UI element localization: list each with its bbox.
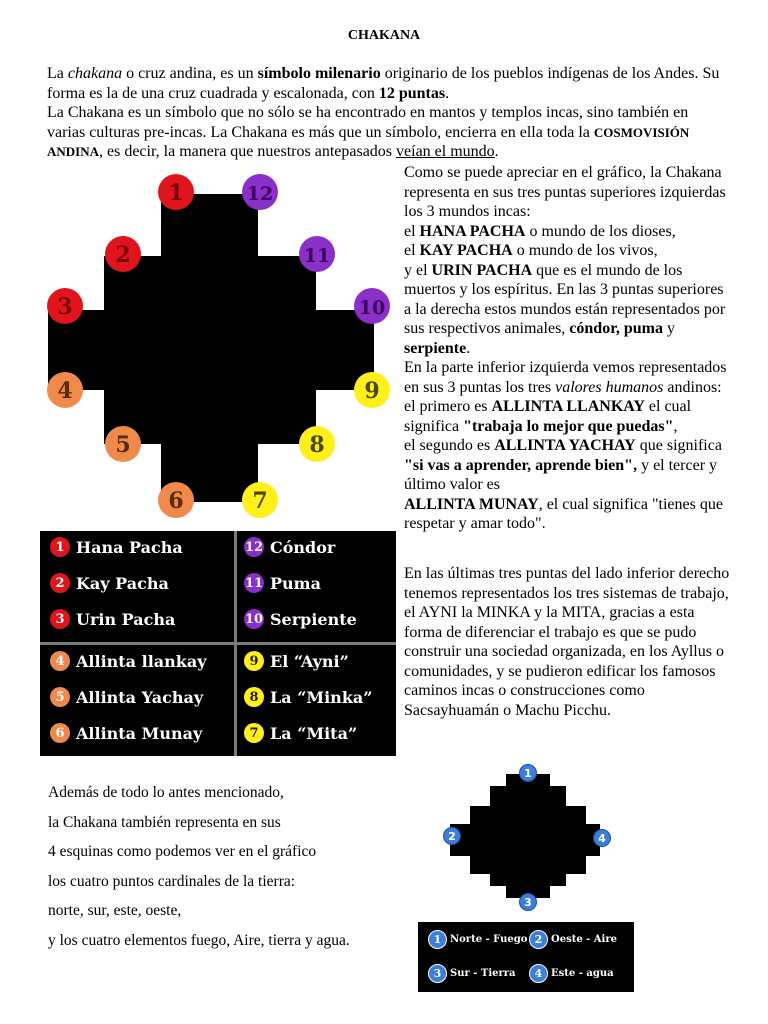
chakana-point-label: 5 — [115, 432, 131, 458]
chakana-point-label: 11 — [303, 245, 331, 267]
legend-number: 4 — [50, 651, 70, 671]
cardinal-point-label: 3 — [524, 896, 532, 909]
chakana-diagram — [38, 166, 400, 528]
chakana-point-label: 6 — [168, 488, 184, 514]
legend-number: 2 — [50, 573, 70, 593]
legend-number: 5 — [50, 687, 70, 707]
legend-number: 3 — [50, 609, 70, 629]
legend-item — [244, 723, 357, 743]
right-column-text-2: En las últimas tres puntas del lado inferior derecho tenemos representados los tres sistemas de trabajo, el AYNI la MINKA y la MITA, gracias a esta forma de diferenciar el trabajo es que se pudo construir una sociedad organizada, en los Ayllus o comunidades, y se pudieron edificar los famosos caminos incas o construcciones como Sacsayhuamán o Machu Picchu. — [404, 565, 730, 719]
text-line: los cuatro puntos cardinales de la tierra: — [48, 872, 296, 890]
legend-item — [50, 537, 183, 557]
text-line: Además de todo lo antes mencionado, — [48, 784, 284, 801]
chakana-point-label: 1 — [168, 180, 184, 206]
chakana-point-label: 2 — [115, 242, 131, 268]
chakana-point-label: 3 — [57, 294, 73, 320]
legend-item — [244, 687, 372, 707]
legend-number: 7 — [244, 723, 264, 743]
legend-number: 11 — [244, 573, 264, 593]
legend-label: El “Ayni” — [270, 651, 349, 671]
page-title: CHAKANA — [347, 28, 421, 43]
legend-number: 9 — [244, 651, 264, 671]
text-line: norte, sur, este, oeste, — [48, 902, 182, 920]
chakana-point-label: 12 — [246, 183, 274, 205]
chakana-legend — [40, 531, 396, 756]
cardinal-legend-label: Este - agua — [551, 968, 614, 979]
legend-item — [244, 651, 349, 671]
cardinal-legend-number: 4 — [529, 964, 548, 983]
legend-label: Cóndor — [270, 537, 336, 557]
cardinal-point-label: 1 — [524, 767, 532, 780]
right-column-text: Como se puede apreciar en el gráfico, la Chakana representa en sus tres puntas superiores izquierdas los 3 mundos incas: el HANA PACHA o mundo de los dioses, el KAY PACHA o mundo de los vivos, y el URIN PACHA que es el mundo de los muertos y los espíritus. En las 3 puntas superiores a la derecha estos mundos están representados por sus respectivos animales, cóndor, puma y serpiente. En la parte inferior izquierda vemos representados en sus 3 puntas los tres valores humanos andinos: el primero es ALLINTA LLANKAY el cual significa "trabaja lo mejor que puedas", el segundo es ALLINTA YACHAY que significa "si vas a aprender, aprende bien", y el tercer y último valor es ALLINTA MUNAY, el cual significa "tienes que respetar y amar todo". — [404, 164, 727, 532]
cardinal-points-text — [48, 778, 408, 956]
text-line: y los cuatro elementos fuego, Aire, tierra y agua. — [48, 931, 350, 949]
legend-number: 6 — [50, 723, 70, 743]
legend-item — [50, 609, 175, 629]
legend-label: La “Minka” — [270, 687, 373, 707]
legend-label: Allinta Munay — [76, 723, 203, 743]
legend-item — [50, 651, 207, 671]
cardinal-point-label: 2 — [448, 830, 456, 843]
legend-label: Allinta llankay — [76, 651, 207, 671]
text-line: la Chakana también representa en sus — [48, 813, 281, 831]
cardinal-legend-item — [428, 964, 516, 983]
intro-paragraph: La chakana o cruz andina, es un símbolo milenario originario de los pueblos indígenas de los Andes. Su forma es la de una cruz cuadrada y escalonada, con 12 puntas. La Chakana es un símbolo que no sólo se ha encontrado en mantos y templos incas, sino también en varias culturas pre-incas. La Chakana es más que un símbolo, encierra en ella toda la COSMOVISIÓN ANDINA, es decir, la manera que nuestros antepasados veían el mundo. — [47, 65, 720, 160]
small-cross-shape — [450, 774, 600, 898]
legend-label: Puma — [270, 573, 321, 593]
legend-item — [244, 537, 335, 557]
legend-label: Allinta Yachay — [76, 687, 204, 707]
legend-item — [244, 573, 321, 593]
chakana-point-label: 8 — [309, 432, 325, 458]
cardinal-legend-item — [529, 964, 614, 983]
legend-item — [50, 687, 203, 707]
text-line: 4 esquinas como podemos ver en el gráfico — [48, 843, 317, 861]
legend-label: Urin Pacha — [76, 609, 176, 629]
chakana-point-label: 10 — [358, 297, 386, 319]
cardinal-legend — [418, 922, 634, 992]
cardinal-point-label: 4 — [598, 832, 606, 845]
cardinal-legend-number: 1 — [428, 930, 447, 949]
cardinal-legend-label: Norte - Fuego — [450, 934, 528, 945]
legend-number: 12 — [244, 537, 264, 557]
legend-number: 1 — [50, 537, 70, 557]
cardinal-legend-item — [428, 930, 527, 949]
legend-label: Kay Pacha — [76, 573, 169, 593]
legend-item — [244, 609, 357, 629]
cardinal-legend-label: Oeste - Aire — [551, 934, 617, 945]
legend-label: Serpiente — [270, 609, 357, 629]
legend-item — [50, 573, 169, 593]
legend-number: 10 — [244, 609, 264, 629]
legend-divider-horizontal — [40, 642, 396, 645]
legend-item — [50, 723, 202, 743]
chakana-point-label: 7 — [252, 488, 268, 514]
cardinal-legend-label: Sur - Tierra — [450, 968, 516, 979]
cardinal-legend-number: 2 — [529, 930, 548, 949]
cardinal-legend-number: 3 — [428, 964, 447, 983]
chakana-point-label: 4 — [57, 378, 73, 404]
cardinal-legend-item — [529, 930, 617, 949]
cardinal-cross-diagram — [438, 762, 618, 912]
legend-label: Hana Pacha — [76, 537, 183, 557]
legend-number: 8 — [244, 687, 264, 707]
legend-label: La “Mita” — [270, 723, 358, 743]
chakana-point-label: 9 — [364, 378, 380, 404]
